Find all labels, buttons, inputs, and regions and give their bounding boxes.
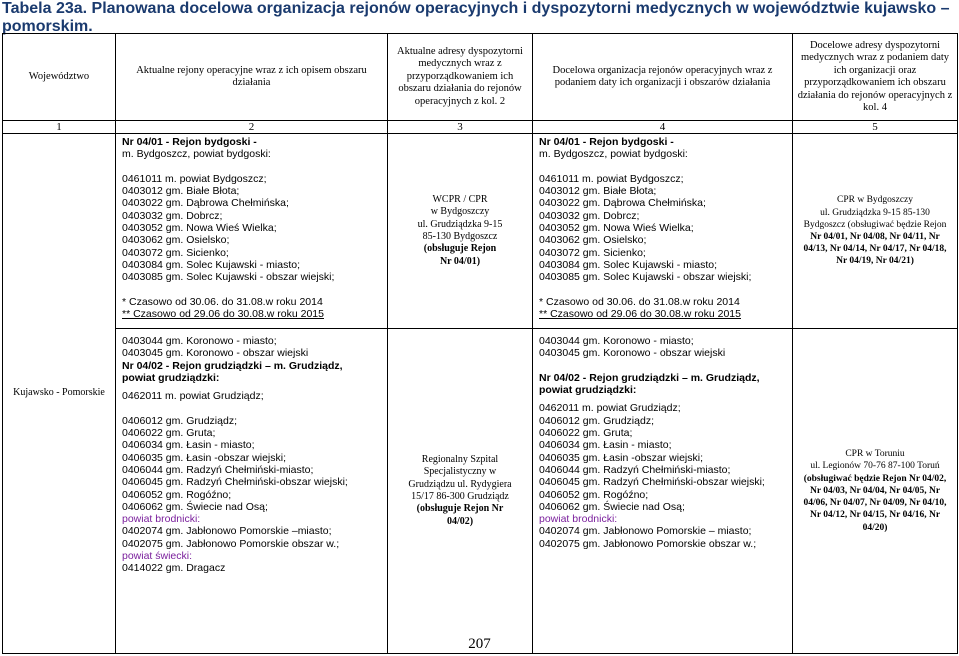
dispatch-line: ul. Grudziądzka 9-15 (417, 218, 503, 230)
list-item: 0402075 gm. Jabłonowo Pomorskie obszar w.; (539, 537, 757, 550)
list-item: 0406052 gm. Rogóźno; (539, 488, 649, 501)
list-item: 0406022 gm. Gruta; (539, 427, 633, 440)
list-item: 0403012 gm. Białe Błota; (122, 185, 240, 198)
target-line: 04/20) (862, 522, 888, 533)
list-item: 0403084 gm. Solec Kujawski - miasto; (539, 258, 718, 271)
list-item: 0406044 gm. Radzyń Chełmiński-miasto; (539, 463, 731, 476)
dispatch-line: Specjalistyczny w (423, 466, 497, 478)
list-item: 0402075 gm. Jabłonowo Pomorskie obszar w.; (122, 537, 340, 550)
col-number-2: 2 (116, 121, 388, 134)
target-line: CPR w Bydgoszczy (837, 195, 913, 206)
list-item: 0403072 gm. Sicienko; (539, 246, 646, 259)
list-item: 0403012 gm. Białe Błota; (539, 185, 657, 198)
list-item: 0406045 gm. Radzyń Chełmiński-obszar wiejski; (539, 476, 765, 489)
region-subtitle: powiat grudziądzki: (122, 371, 220, 384)
list-item: 0403032 gm. Dobrcz; (122, 209, 223, 222)
table-caption: Tabela 23a. Planowana docelowa organizacja rejonów operacyjnych i dyspozytorni medycznych w województwie kujawsko – pomorskim. (2, 0, 950, 35)
organization-table (2, 33, 958, 654)
header-row (3, 34, 958, 121)
column-number-row (3, 121, 958, 134)
list-item: 0406062 gm. Świecie nad Osą; (539, 500, 685, 513)
list-item: 0406045 gm. Radzyń Chełmiński-obszar wiejski; (122, 476, 348, 489)
note: ** Czasowo od 29.06 do 30.08.w roku 2015 (539, 308, 741, 321)
list-item: 0406062 gm. Świecie nad Osą; (122, 500, 268, 513)
region-subtitle: powiat grudziądzki: (539, 384, 637, 397)
region-title: Nr 04/02 - Rejon grudziądzki – m. Grudziądz, (122, 359, 343, 372)
col-number-4: 4 (533, 121, 793, 134)
note: * Czasowo od 30.06. do 31.08.w roku 2014 (539, 295, 740, 308)
list-item: 0403072 gm. Sicienko; (122, 246, 229, 259)
list-item: 0403084 gm. Solec Kujawski - miasto; (122, 258, 301, 271)
target-line: 04/13, Nr 04/14, Nr 04/17, Nr 04/18, (803, 244, 947, 255)
list-item: 0402074 gm. Jabłonowo Pomorskie – miasto; (539, 525, 752, 538)
current-dispatch-grudziadz (388, 329, 533, 654)
dispatch-line: 85-130 Bydgoszcz (422, 231, 498, 242)
target-line: Nr 04/03, Nr 04/04, Nr 04/05, Nr (809, 485, 941, 496)
table-row-grudziadzki (3, 329, 958, 654)
header-current-regions: Aktualne rejony operacyjne wraz z ich opisem obszaru działania (116, 34, 388, 121)
list-item: 0461011 m. powiat Bydgoszcz; (539, 172, 684, 185)
target-region-grudziadzki (533, 329, 793, 654)
list-item: 0403044 gm. Koronowo - miasto; (539, 335, 694, 347)
dispatch-line: WCPR / CPR (432, 193, 488, 205)
list-item: 0462011 m. powiat Grudziądz; (122, 390, 264, 403)
list-item: 0403022 gm. Dąbrowa Chełmińska; (122, 197, 289, 210)
header-current-dispatch: Aktualne adresy dyspozytorni medycznych wraz z przyporządkowaniem ich obszaru działania do rejonów operacyjnych z kol. 2 (388, 34, 533, 121)
region-title: Nr 04/02 - Rejon grudziądzki – m. Grudziądz, (539, 371, 760, 384)
current-dispatch-bydgoszcz (388, 134, 533, 329)
target-line: ul. Legionów 70-76 87-100 Toruń (810, 461, 940, 472)
list-item: 0403032 gm. Dobrcz; (539, 209, 640, 222)
list-item: 0403052 gm. Nowa Wieś Wielka; (539, 222, 694, 235)
list-item: 0403062 gm. Osielsko; (122, 234, 230, 247)
list-item: 0403044 gm. Koronowo - miasto; (122, 335, 277, 347)
table-row-bydgoski (3, 134, 958, 329)
note: * Czasowo od 30.06. do 31.08.w roku 2014 (122, 295, 323, 308)
list-item: 0406035 gm. Łasin -obszar wiejski; (122, 451, 287, 464)
list-item: 0403022 gm. Dąbrowa Chełmińska; (539, 197, 706, 210)
header-target-dispatch: Docelowe adresy dyspozytorni medycznych wraz z podaniem daty ich organizacji oraz przyporządkowaniem ich obszaru działania do rejonów operacyjnych z kol. 4 (793, 34, 958, 121)
header-target-regions: Docelowa organizacja rejonów operacyjnych wraz z podaniem daty ich organizacji i obszarów działania (533, 34, 793, 121)
region-subtitle: m. Bydgoszcz, powiat bydgoski: (539, 148, 688, 161)
list-item: 0403085 gm. Solec Kujawski - obszar wiejski; (539, 271, 752, 284)
target-line: 04/06, Nr 04/07, Nr 04/09, Nr 04/10, (803, 498, 947, 509)
target-line: Bydgoszcz (obsługiwać będzie Rejon (803, 219, 947, 230)
voivodeship-cell: Kujawsko - Pomorskie (3, 134, 116, 654)
target-line: ul. Grudziądzka 9-15 85-130 (820, 207, 930, 218)
target-region-bydgoski (533, 134, 793, 329)
list-item: 0406012 gm. Grudziądz; (539, 414, 654, 427)
list-item: 0462011 m. powiat Grudziądz; (539, 402, 681, 415)
target-line: Nr 04/01, Nr 04/08, Nr 04/11, Nr (810, 232, 940, 242)
page-number: 207 (468, 636, 491, 652)
target-line: Nr 04/12, Nr 04/15, Nr 04/16, Nr (809, 510, 941, 521)
list-item: 0406044 gm. Radzyń Chełmiński-miasto; (122, 463, 314, 476)
region-title: Nr 04/01 - Rejon bydgoski - (539, 136, 674, 148)
region-title: Nr 04/01 - Rejon bydgoski - (122, 136, 257, 148)
list-item: 0461011 m. powiat Bydgoszcz; (122, 172, 267, 185)
target-line: CPR w Toruniu (845, 449, 905, 460)
powiat-heading: powiat świecki: (122, 550, 193, 563)
list-item: 0403045 gm. Koronowo - obszar wiejski (539, 347, 726, 360)
note: ** Czasowo od 29.06 do 30.08.w roku 2015 (122, 308, 324, 321)
list-item: 0403052 gm. Nowa Wieś Wielka; (122, 222, 277, 235)
col-number-3: 3 (388, 121, 533, 134)
dispatch-scope: Nr 04/01) (439, 255, 481, 267)
dispatch-line: w Bydgoszczy (430, 206, 490, 218)
col-number-5: 5 (793, 121, 958, 134)
target-line: Nr 04/19, Nr 04/21) (836, 256, 914, 267)
region-subtitle: m. Bydgoszcz, powiat bydgoski: (122, 148, 271, 161)
powiat-heading: powiat brodnicki: (539, 513, 618, 526)
list-item: 0406012 gm. Grudziądz; (122, 414, 237, 427)
list-item: 0403062 gm. Osielsko; (539, 234, 647, 247)
list-item: 0402074 gm. Jabłonowo Pomorskie –miasto; (122, 525, 332, 538)
dispatch-scope: (obsługuje Rejon Nr (416, 503, 504, 515)
powiat-heading: powiat brodnicki: (122, 513, 201, 526)
list-item: 0406035 gm. Łasin -obszar wiejski; (539, 451, 704, 464)
current-region-grudziadzki (116, 329, 388, 654)
dispatch-line: 15/17 86-300 Grudziądz (411, 491, 509, 502)
list-item: 0414022 gm. Dragacz (122, 562, 226, 575)
target-dispatch-torun (793, 329, 958, 654)
list-item: 0403085 gm. Solec Kujawski - obszar wiejski; (122, 271, 335, 284)
list-item: 0406052 gm. Rogóźno; (122, 488, 232, 501)
target-dispatch-bydgoszcz (793, 134, 958, 329)
dispatch-line: Regionalny Szpital (421, 453, 499, 465)
dispatch-scope: (obsługuje Rejon (423, 243, 497, 255)
list-item: 0406034 gm. Łasin - miasto; (122, 439, 255, 452)
list-item: 0406034 gm. Łasin - miasto; (539, 439, 672, 452)
list-item: 0406022 gm. Gruta; (122, 427, 216, 440)
dispatch-line: Grudziądzu ul. Rydygiera (408, 478, 512, 490)
header-voivodeship: Województwo (3, 34, 116, 121)
dispatch-scope: 04/02) (446, 515, 474, 527)
target-line: (obsługiwać będzie Rejon Nr 04/02, (803, 473, 947, 484)
current-region-bydgoski (116, 134, 388, 329)
col-number-1: 1 (3, 121, 116, 134)
list-item: 0403045 gm. Koronowo - obszar wiejski (122, 347, 309, 360)
